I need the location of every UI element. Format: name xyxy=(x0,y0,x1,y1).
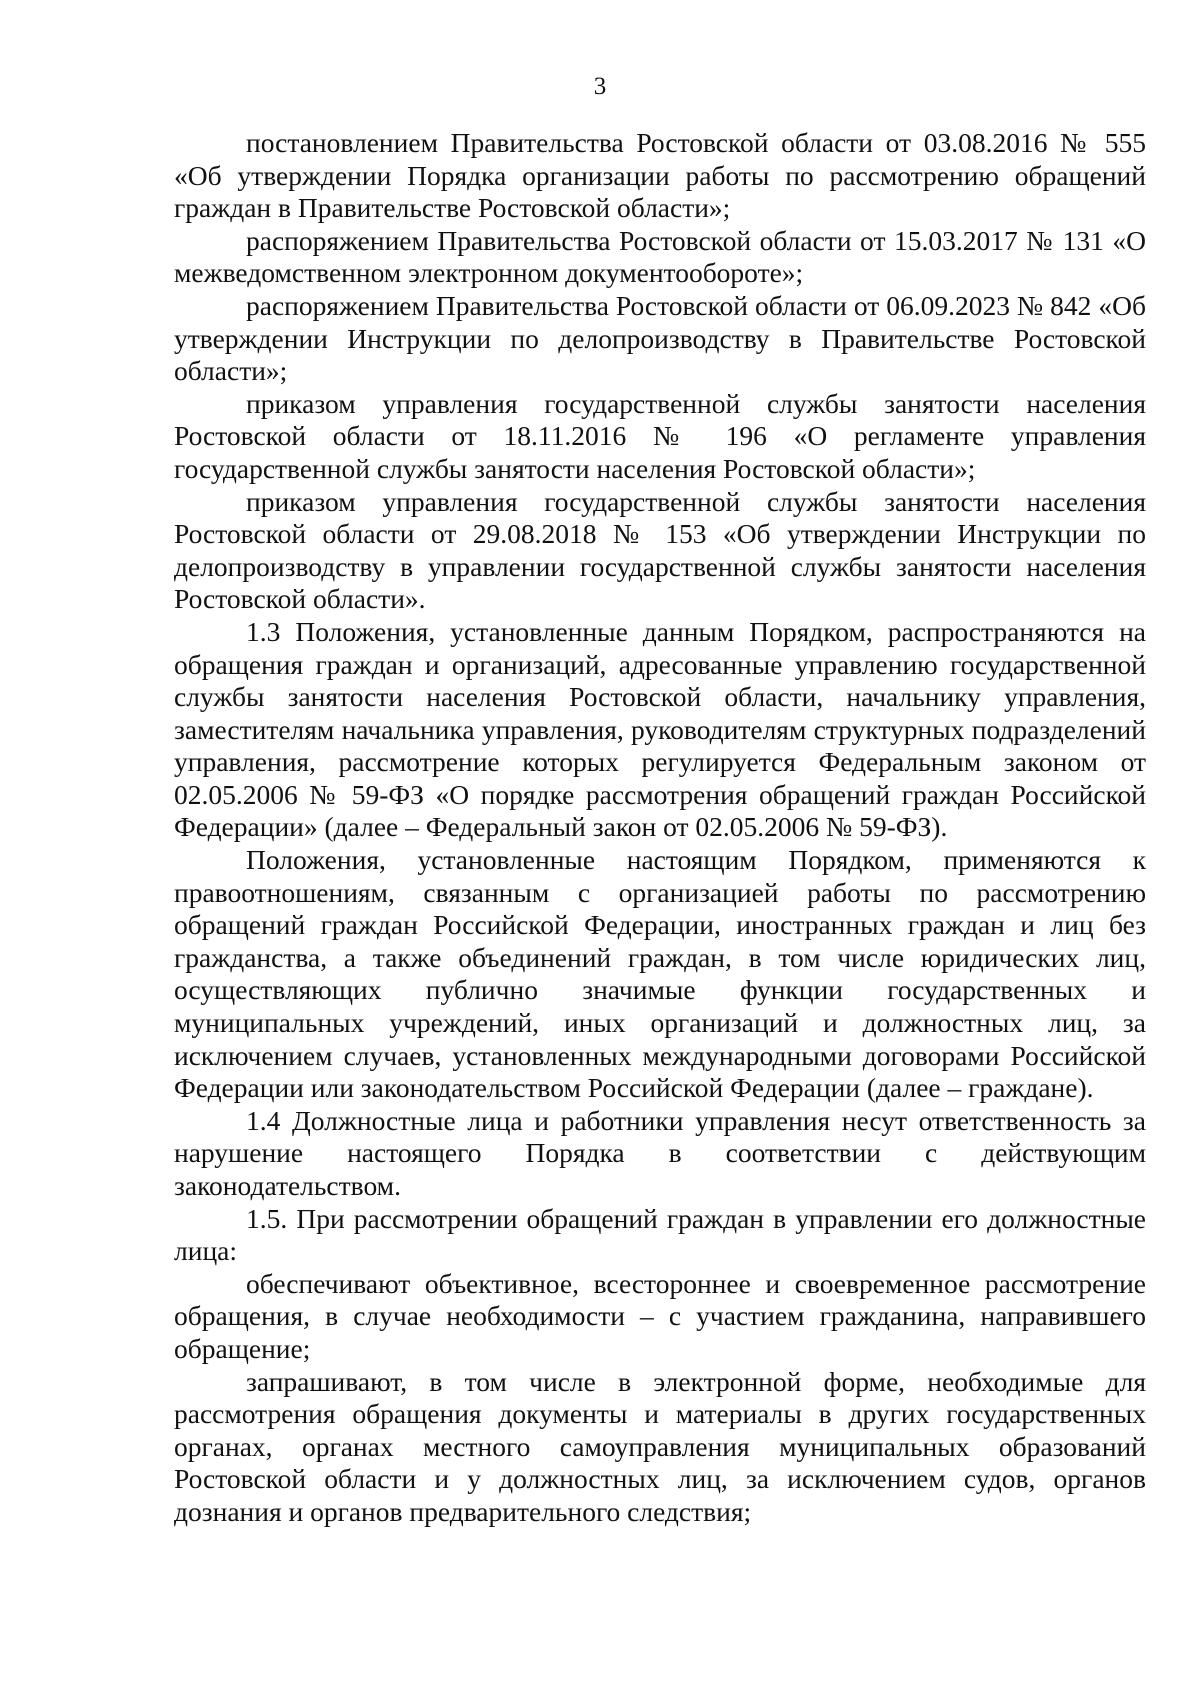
paragraph-ensure-review: обеспечивают объективное, всестороннее и своевременное рассмотрение обращения, в случае необходимости – с участием гражданина, направившего обращение; xyxy=(174,1267,1146,1364)
paragraph-section-1-4: 1.4 Должностные лица и работники управления несут ответственность за нарушение настоящего Порядка в соответствии с действующим законодательством. xyxy=(174,1104,1146,1201)
paragraph-order-842: распоряжением Правительства Ростовской области от 06.09.2023 № 842 «Об утверждении Инструкции по делопроизводству в Правительстве Ростовской области»; xyxy=(174,289,1146,387)
page-number: 3 xyxy=(593,73,607,100)
paragraph-decree-555: постановлением Правительства Ростовской области от 03.08.2016 № 555 «Об утверждении Порядка организации работы по рассмотрению обращений граждан в Правительстве Ростовской области»; xyxy=(174,127,1146,224)
paragraph-request-documents: запрашивают, в том числе в электронной форме, необходимые для рассмотрения обращения документы и материалы в других государственных органах, органах местного самоуправления муниципальных образований Ростовской области и у должностных лиц, за исключением судов, органов дознания и органов предварительного следствия; xyxy=(174,1365,1146,1527)
paragraph-section-1-3: 1.3 Положения, установленные данным Порядком, распространяются на обращения граждан и организаций, адресованные управлению государственной службы занятости населения Ростовской области, начальнику управления, заместителям начальника управления, руководителям структурных подразделений управления, рассмотрение которых регулируется Федеральным законом от 02.05.2006 № 59-ФЗ «О порядке рассмотрения обращений граждан Российской Федерации» (далее – Федеральный закон от 02.05.2006 № 59-ФЗ). xyxy=(174,615,1146,843)
paragraph-section-1-5: 1.5. При рассмотрении обращений граждан в управлении его должностные лица: xyxy=(174,1202,1146,1267)
paragraph-order-153: приказом управления государственной службы занятости населения Ростовской области от 29.08.2018 № 153 «Об утверждении Инструкции по делопроизводству в управлении государственной службы занятости населения Ростовской области». xyxy=(174,485,1146,615)
document-body xyxy=(174,127,1146,1529)
paragraph-order-131: распоряжением Правительства Ростовской области от 15.03.2017 № 131 «О межведомственном электронном документообороте»; xyxy=(174,224,1146,289)
paragraph-provisions-apply: Положения, установленные настоящим Порядком, применяются к правоотношениям, связанным с организацией работы по рассмотрению обращений граждан Российской Федерации, иностранных граждан и лиц без гражданства, а также объединений граждан, в том числе юридических лиц, осуществляющих публично значимые функции государственных и муниципальных учреждений, иных организаций и должностных лиц, за исключением случаев, установленных международными договорами Российской Федерации или законодательством Российской Федерации (далее – граждане). xyxy=(174,844,1146,1104)
paragraph-order-196: приказом управления государственной службы занятости населения Ростовской области от 18.11.2016 № 196 «О регламенте управления государственной службы занятости населения Ростовской области»; xyxy=(174,387,1146,484)
